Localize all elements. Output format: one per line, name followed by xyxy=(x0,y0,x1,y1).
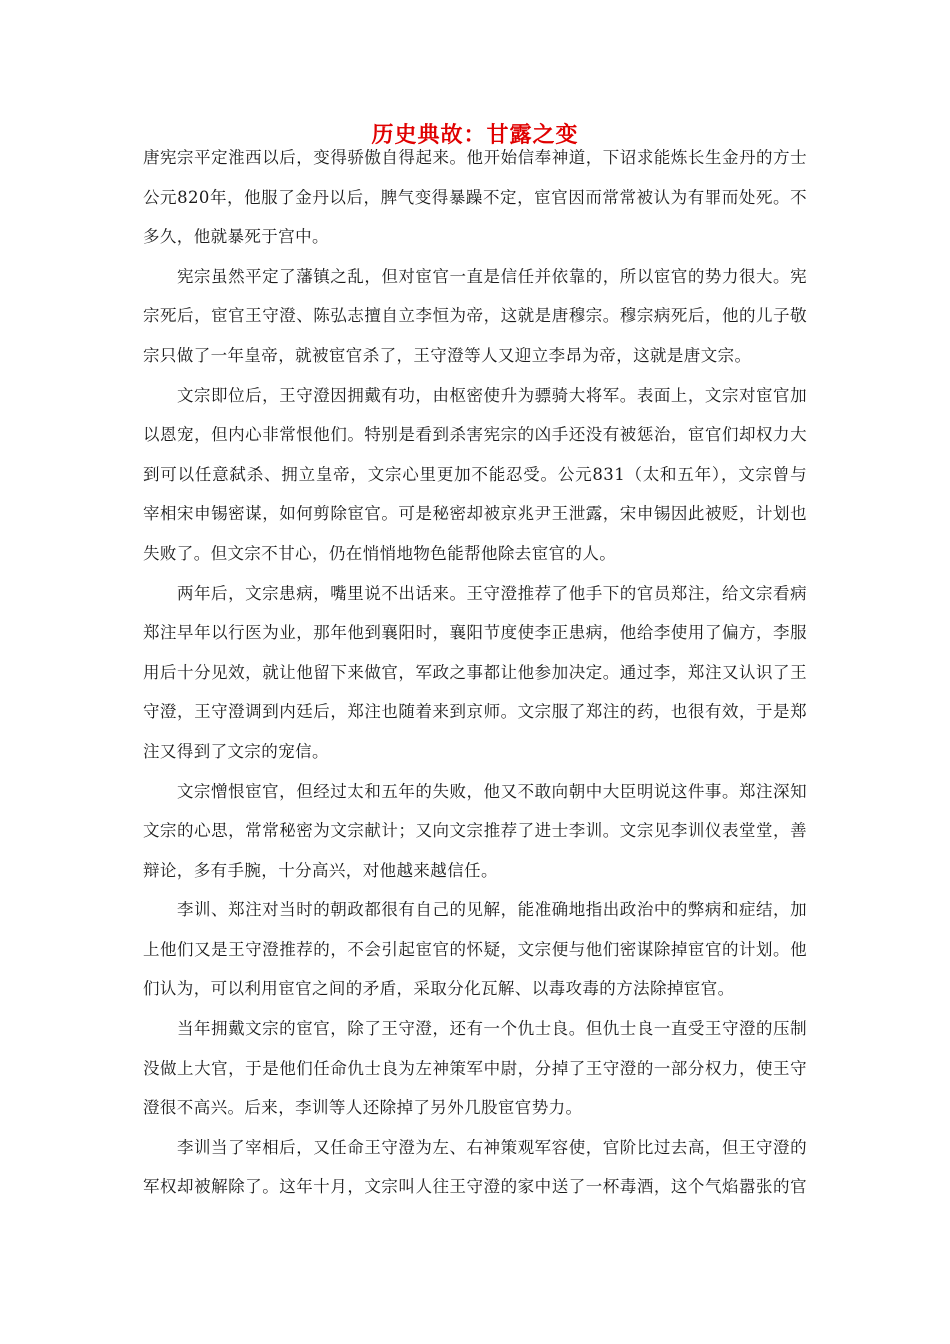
text-line: 文宗的心思，常常秘密为文宗献计；又向文宗推荐了进士李训。文宗见李训仪表堂堂，善 xyxy=(143,821,807,841)
text-line: 当年拥戴文宗的宦官，除了王守澄，还有一个仇士良。但仇士良一直受王守澄的压制 xyxy=(177,1019,807,1039)
text-line: 注又得到了文宗的宠信。 xyxy=(143,741,329,761)
text-line: 澄很不高兴。后来，李训等人还除掉了另外几股宦官势力。 xyxy=(143,1098,583,1118)
text-line: 李训当了宰相后，又任命王守澄为左、右神策观军容使，官阶比过去高，但王守澄的 xyxy=(177,1137,807,1157)
text-line: 失败了。但文宗不甘心，仍在悄悄地物色能帮他除去宦官的人。 xyxy=(143,543,617,563)
text-line: 以恩宠，但内心非常恨他们。特别是看到杀害宪宗的凶手还没有被惩治，宦官们却权力大 xyxy=(143,425,807,445)
text-line: 到可以任意弑杀、拥立皇帝，文宗心里更加不能忍受。公元831（太和五年），文宗曾与 xyxy=(143,464,807,484)
text-line: 没做上大官，于是他们任命仇士良为左神策军中尉，分掉了王守澄的一部分权力，使王守 xyxy=(143,1058,807,1078)
text-line: 公元820年，他服了金丹以后，脾气变得暴躁不定，宦官因而常常被认为有罪而处死。不 xyxy=(143,187,807,207)
text-line: 宗死后，宦官王守澄、陈弘志擅自立李恒为帝，这就是唐穆宗。穆宗病死后，他的儿子敬 xyxy=(143,306,807,326)
text-line: 郑注早年以行医为业，那年他到襄阳时，襄阳节度使李正患病，他给李使用了偏方，李服 xyxy=(143,623,807,643)
text-line: 两年后，文宗患病，嘴里说不出话来。王守澄推荐了他手下的官员郑注，给文宗看病 xyxy=(177,583,807,603)
text-line: 宪宗虽然平定了藩镇之乱，但对宦官一直是信任并依靠的，所以宦官的势力很大。宪 xyxy=(177,266,807,286)
text-line: 宰相宋申锡密谋，如何剪除宦官。可是秘密却被京兆尹王泄露，宋申锡因此被贬，计划也 xyxy=(143,504,807,524)
text-line: 文宗即位后，王守澄因拥戴有功，由枢密使升为骠骑大将军。表面上，文宗对宦官加 xyxy=(177,385,807,405)
text-line: 们认为，可以利用宦官之间的矛盾，采取分化瓦解、以毒攻毒的方法除掉宦官。 xyxy=(143,979,735,999)
text-line: 文宗憎恨宦官，但经过太和五年的失败，他又不敢向朝中大臣明说这件事。郑注深知 xyxy=(177,781,807,801)
text-line: 多久，他就暴死于宫中。 xyxy=(143,227,329,247)
text-line: 守澄，王守澄调到内廷后，郑注也随着来到京师。文宗服了郑注的药，也很有效，于是郑 xyxy=(143,702,807,722)
document-body xyxy=(143,148,807,1217)
text-line: 用后十分见效，就让他留下来做官，军政之事都让他参加决定。通过李，郑注又认识了王 xyxy=(143,662,807,682)
text-line: 上他们又是王守澄推荐的，不会引起宦官的怀疑，文宗便与他们密谋除掉宦官的计划。他 xyxy=(143,939,807,959)
text-line: 宗只做了一年皇帝，就被宦官杀了，王守澄等人又迎立李昂为帝，这就是唐文宗。 xyxy=(143,345,752,365)
document-title: 历史典故：甘露之变 xyxy=(371,122,579,148)
text-line: 李训、郑注对当时的朝政都很有自己的见解，能准确地指出政治中的弊病和症结，加 xyxy=(177,900,807,920)
text-line: 唐宪宗平定淮西以后，变得骄傲自得起来。他开始信奉神道，下诏求能炼长生金丹的方士 xyxy=(143,148,807,167)
text-line: 辩论，多有手腕，十分高兴，对他越来越信任。 xyxy=(143,860,498,880)
text-line: 军权却被解除了。这年十月，文宗叫人往王守澄的家中送了一杯毒酒，这个气焰嚣张的官 xyxy=(143,1177,807,1197)
